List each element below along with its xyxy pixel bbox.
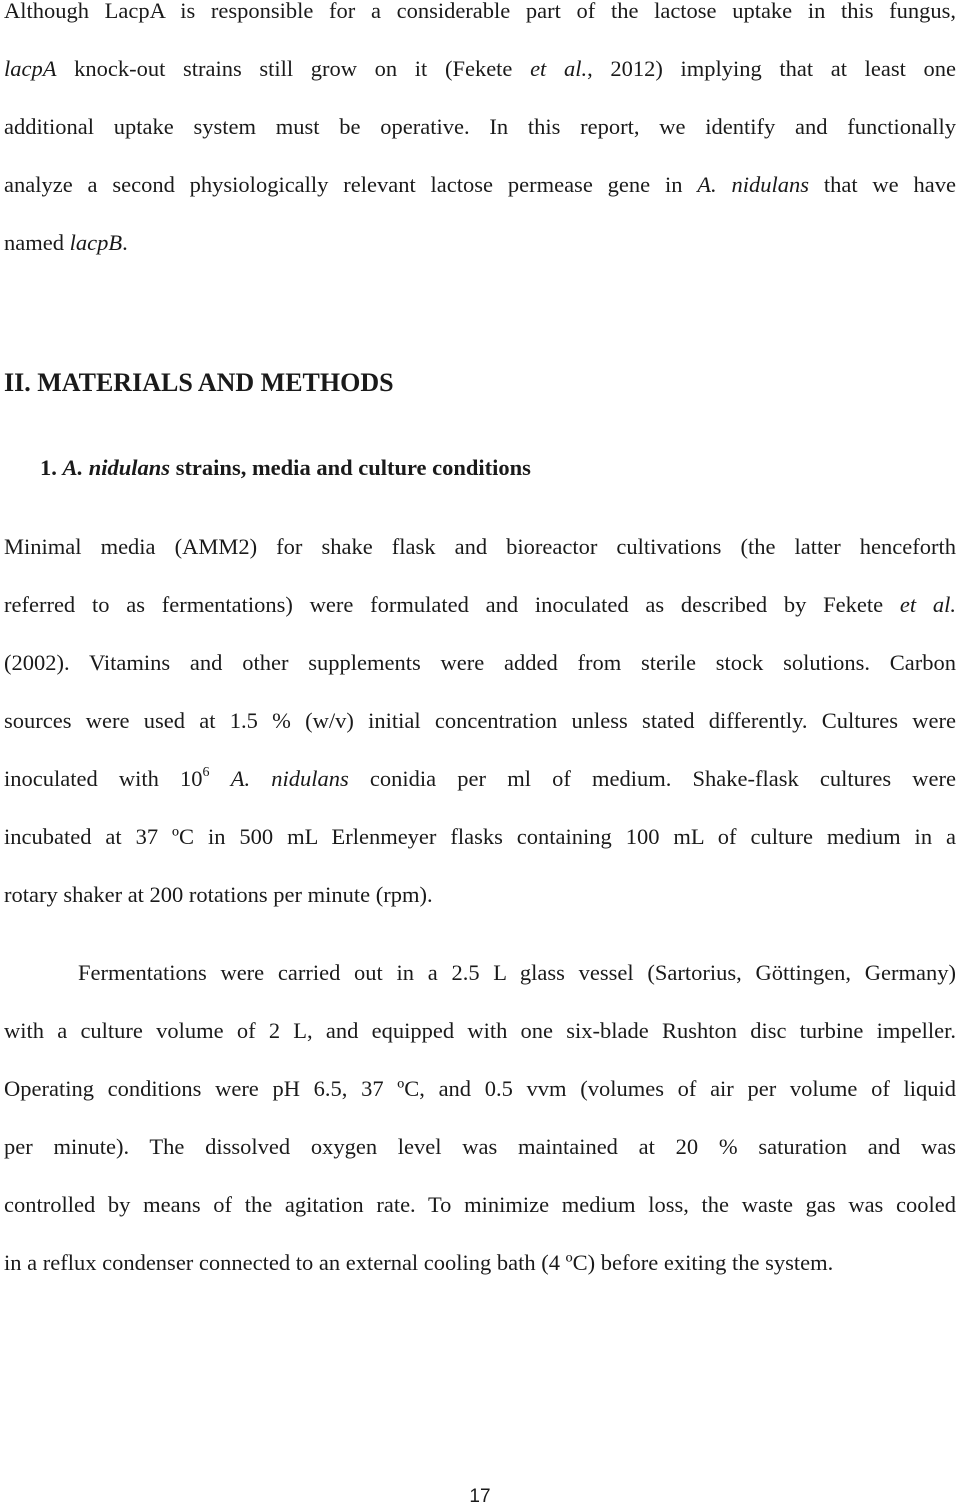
species-name: A. nidulans (62, 455, 171, 480)
methods-para2-line-3: Operating conditions were pH 6.5, 37 ºC, and 0.5 vvm (volumes of air per volume of liquid (4, 1076, 956, 1101)
species-name: A. nidulans (697, 172, 810, 197)
intro-line-3: additional uptake system must be operative. In this report, we identify and functionally (4, 114, 956, 139)
methods-para1-line-6: incubated at 37 ºC in 500 mL Erlenmeyer flasks containing 100 mL of culture medium in a (4, 824, 956, 849)
methods-para2-line-2: with a culture volume of 2 L, and equipped with one six-blade Rushton disc turbine impeller. (4, 1018, 956, 1043)
methods-para1-line-1: Minimal media (AMM2) for shake flask and bioreactor cultivations (the latter henceforth (4, 534, 956, 559)
methods-para1-line-5: inoculated with $10^6$ A. nidulans conidia per ml of medium. Shake-flask cultures were (4, 765, 957, 791)
methods-para2-line-1: Fermentations were carried out in a 2.5 L glass vessel (Sartorius, Göttingen, Germany) (78, 960, 956, 985)
methods-para1-line-2: referred to as fermentations) were formulated and inoculated as described by Fekete et al. (4, 592, 956, 617)
superscript-exponent: 6 (202, 765, 210, 780)
intro-line-2: lacpA knock-out strains still grow on it (Fekete et al., 2012) implying that at least one (4, 56, 956, 81)
methods-para1-line-7: rotary shaker at 200 rotations per minute (rpm). (4, 882, 433, 907)
page-number: 17 (469, 1486, 491, 1507)
gene-name-lacpa: lacpA (4, 56, 57, 81)
methods-para2-line-6: in a reflux condenser connected to an external cooling bath (4 ºC) before exiting the system. (4, 1250, 834, 1275)
citation-et-al: et al. (530, 56, 588, 81)
citation-et-al: et al. (899, 592, 956, 617)
intro-line-1: Although LacpA is responsible for a considerable part of the lactose uptake in this fungus, (4, 0, 956, 23)
methods-para1-line-3: (2002). Vitamins and other supplements were added from sterile stock solutions. Carbon (4, 650, 956, 675)
subsection-heading: 1. A. nidulans strains, media and culture conditions (40, 455, 531, 480)
intro-line-4: analyze a second physiologically relevant lactose permease gene in A. nidulans that we have (4, 172, 956, 197)
intro-line-5: named lacpB. (4, 230, 128, 255)
gene-name-lacpb: lacpB (69, 230, 123, 255)
methods-para2-line-5: controlled by means of the agitation rate. To minimize medium loss, the waste gas was cooled (4, 1192, 956, 1217)
species-name: A. nidulans (230, 766, 349, 791)
methods-para1-line-4: sources were used at 1.5 % (w/v) initial concentration unless stated differently. Cultures were (4, 708, 956, 733)
section-heading: II. MATERIALS AND METHODS (4, 368, 394, 397)
methods-para2-line-4: per minute). The dissolved oxygen level was maintained at 20 % saturation and was (4, 1134, 956, 1159)
